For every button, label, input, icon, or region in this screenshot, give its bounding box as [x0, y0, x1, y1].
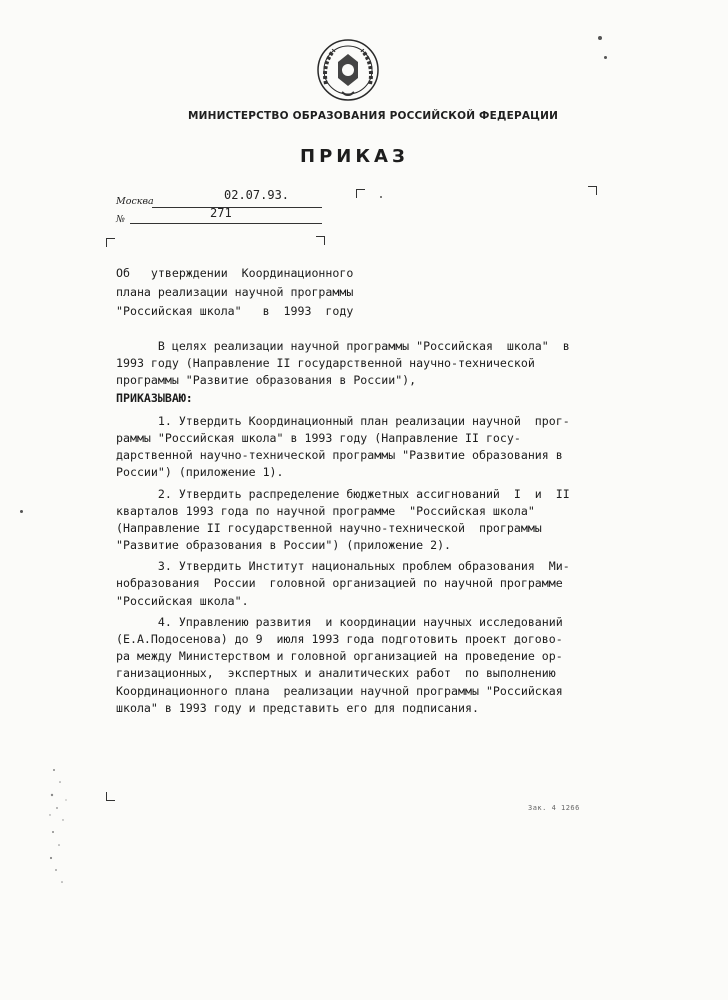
- print-stamp: Зак. 4 1266: [528, 804, 580, 812]
- body-line: нобразования России головной организацией по научной программе: [116, 576, 563, 591]
- scan-speck: [20, 510, 23, 513]
- body-line: 2. Утвердить распределение бюджетных ассигнований I и II: [116, 486, 570, 501]
- body-line: 3. Утвердить Институт национальных проблем образования Ми-: [116, 559, 570, 574]
- body-line: раммы "Российская школа" в 1993 году (Направление II госу-: [116, 430, 521, 445]
- body-line: школа" в 1993 году и представить его для подписания.: [116, 700, 479, 715]
- coat-of-arms-emblem: [312, 34, 384, 106]
- body-line: 1993 году (Направление II государственной научно-технической: [116, 356, 535, 371]
- number-value: 271: [210, 206, 232, 220]
- orders-keyword: ПРИКАЗЫВАЮ:: [116, 390, 193, 405]
- body-line: В целях реализации научной программы "Российская школа" в: [116, 339, 570, 353]
- scan-speck: [380, 196, 382, 198]
- corner-mark: [316, 236, 325, 245]
- body-line: дарственной научно-технической программы "Развитие образования в: [116, 448, 563, 463]
- body-line: Координационного плана реализации научной программы "Российская: [116, 683, 563, 698]
- subject-line: Об утверждении Координационного: [116, 266, 354, 280]
- scan-speck: [598, 36, 602, 40]
- date-value: 02.07.93.: [224, 188, 290, 202]
- body-line: 4. Управлению развития и координации научных исследований: [116, 614, 563, 629]
- corner-mark: [356, 189, 365, 198]
- body-line: ра между Министерством и головной организацией на проведение ор-: [116, 649, 563, 664]
- order-body: [116, 338, 616, 717]
- ministry-heading: МИНИСТЕРСТВО ОБРАЗОВАНИЯ РОССИЙСКОЙ ФЕДЕРАЦИИ: [188, 110, 559, 122]
- body-line: "Российская школа".: [116, 593, 249, 608]
- body-line: (Направление II государственной научно-технической программы: [116, 520, 542, 535]
- place-label: Москва: [116, 196, 154, 207]
- document-type-title: ПРИКАЗ: [300, 146, 409, 167]
- number-label: №: [116, 214, 125, 225]
- order-subject: [116, 264, 353, 321]
- subject-line: плана реализации научной программы: [116, 285, 354, 299]
- number-underline: [130, 223, 322, 224]
- corner-mark: [588, 186, 597, 195]
- corner-mark: [106, 792, 115, 801]
- body-line: России") (приложение 1).: [116, 465, 284, 480]
- subject-line: "Российская школа" в 1993 году: [116, 304, 354, 318]
- body-line: кварталов 1993 года по научной программе "Российская школа": [116, 503, 535, 518]
- date-underline: [152, 207, 322, 208]
- body-line: (Е.А.Подосенова) до 9 июля 1993 года подготовить проект догово-: [116, 632, 563, 646]
- body-line: ганизационных, экспертных и аналитических работ по выполнению: [116, 666, 556, 681]
- body-line: 1. Утвердить Координационный план реализации научной прог-: [116, 413, 570, 428]
- body-line: "Развитие образования в России") (приложение 2).: [116, 538, 452, 553]
- scan-speck: [604, 56, 607, 59]
- body-line: программы "Развитие образования в России"),: [116, 373, 417, 388]
- corner-mark: [106, 238, 115, 247]
- scan-noise: [48, 760, 76, 890]
